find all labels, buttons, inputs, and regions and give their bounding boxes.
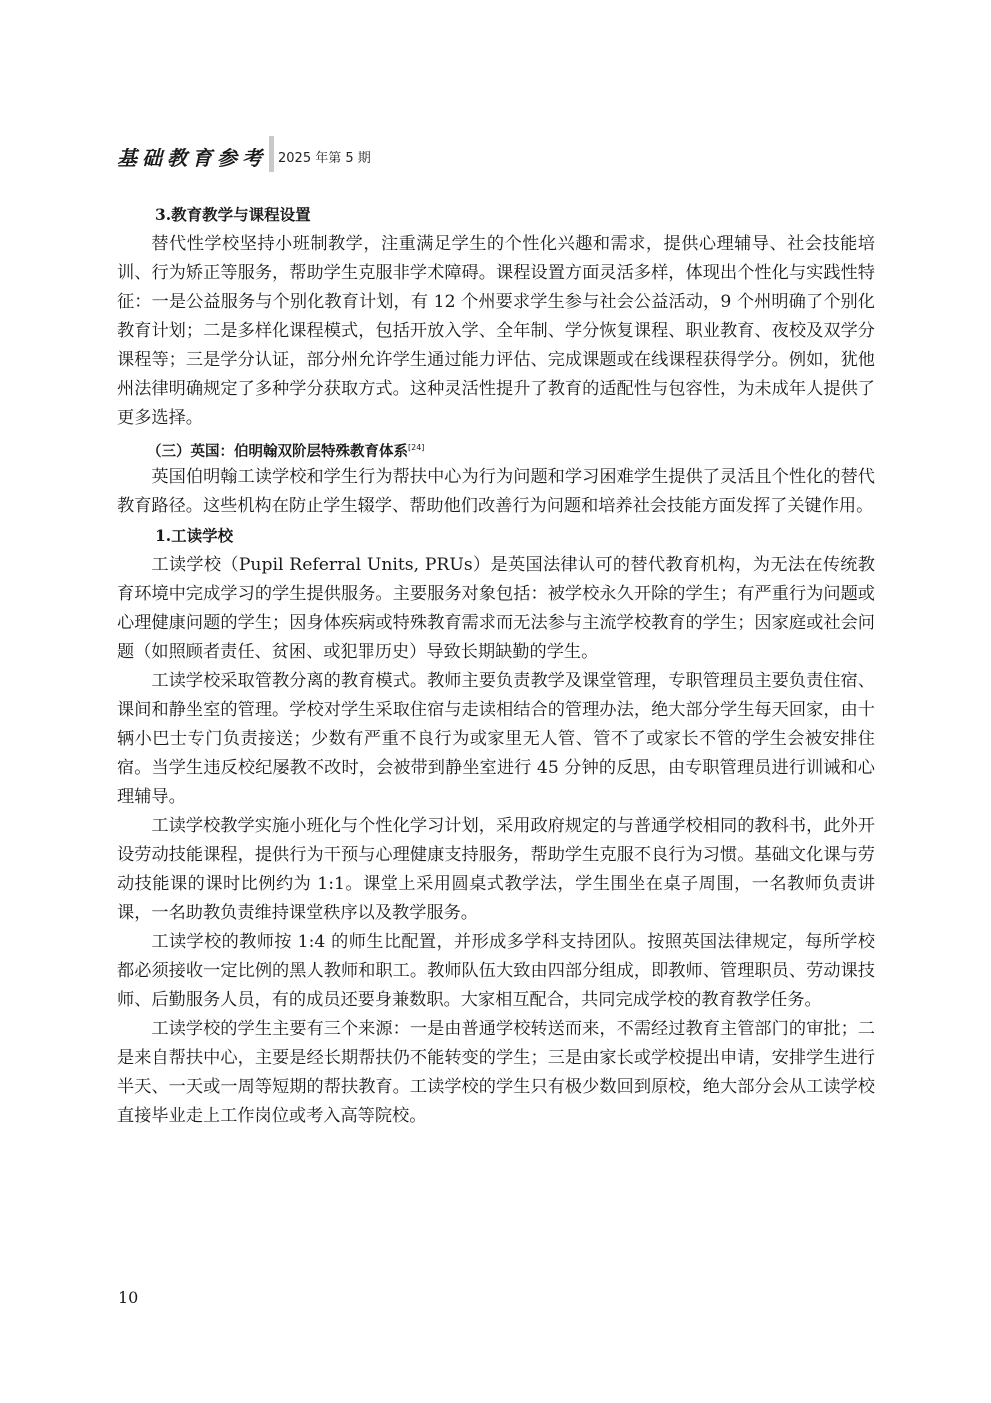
header-divider <box>269 136 274 172</box>
paragraph-pru-teaching: 工读学校教学实施小班化与个性化学习计划，采用政府规定的与普通学校相同的教科书，此外开设劳动技能课程，提供行为干预与心理健康支持服务，帮助学生克服不良行为习惯。基础文化课与劳动技能课的课时比例约为 1:1。课堂上采用圆桌式教学法，学生围坐在桌子周围，一名教师负责讲课，一名助教负责维持课堂秩序以及教学服务。 <box>117 816 875 923</box>
article-body <box>117 200 875 1131</box>
paragraph-pru-management: 工读学校采取管教分离的教育模式。教师主要负责教学及课堂管理，专职管理员主要负责住宿、课间和静坐室的管理。学校对学生采取住宿与走读相结合的管理办法，绝大部分学生每天回家，由十辆小巴士专门负责接送；少数有严重不良行为或家里无人管、管不了或家长不管的学生会被安排住宿。当学生违反校纪屡教不改时，会被带到静坐室进行 45 分钟的反思，由专职管理员进行训诫和心理辅导。 <box>117 671 875 807</box>
paragraph-uk-intro: 英国伯明翰工读学校和学生行为帮扶中心为行为问题和学习困难学生提供了灵活且个性化的替代教育路径。这些机构在防止学生辍学、帮助他们改善行为问题和培养社会技能方面发挥了关键作用。 <box>117 467 875 516</box>
journal-name: 基础教育参考 <box>117 146 267 170</box>
page-number: 10 <box>118 1288 139 1307</box>
paragraph-pru-students: 工读学校的学生主要有三个来源：一是由普通学校转送而来，不需经过教育主管部门的审批；二是来自帮扶中心，主要是经长期帮扶仍不能转变的学生；三是由家长或学校提出申请，安排学生进行半天、一天或一周等短期的帮扶教育。工读学校的学生只有极少数回到原校，绝大部分会从工读学校直接毕业走上工作岗位或考入高等院校。 <box>117 1019 875 1126</box>
paragraph-pru-definition: 工读学校（Pupil Referral Units, PRUs）是英国法律认可的替代教育机构，为无法在传统教育环境中完成学习的学生提供服务。主要服务对象包括：被学校永久开除的学生；有严重行为问题或心理健康问题的学生；因身体疾病或特殊教育需求而无法参与主流学校教育的学生；因家庭或社会问题（如照顾者责任、贫困、或犯罪历史）导致长期缺勤的学生。 <box>117 555 875 662</box>
citation-ref: [24] <box>408 443 425 452</box>
section-heading-uk-birmingham-text: （三）英国：伯明翰双阶层特殊教育体系 <box>147 444 408 460</box>
section-heading-uk-birmingham <box>117 433 875 463</box>
section-heading-teaching-curriculum: 3.教育教学与课程设置 <box>155 205 311 224</box>
section-heading-pru: 1.工读学校 <box>155 526 234 545</box>
paragraph-pru-staff: 工读学校的教师按 1:4 的师生比配置，并形成多学科支持团队。按照英国法律规定，每所学校都必须接收一定比例的黑人教师和职工。教师队伍大致由四部分组成，即教师、管理职员、劳动课技师、后勤服务人员，有的成员还要身兼数职。大家相互配合，共同完成学校的教育教学任务。 <box>117 932 875 1010</box>
paragraph-teaching-curriculum: 替代性学校坚持小班制教学，注重满足学生的个性化兴趣和需求，提供心理辅导、社会技能培训、行为矫正等服务，帮助学生克服非学术障碍。课程设置方面灵活多样，体现出个性化与实践性特征：一是公益服务与个别化教育计划，有 12 个州要求学生参与社会公益活动，9 个州明确了个别化教育计划；二是多样化课程模式，包括开放入学、全年制、学分恢复课程、职业教育、夜校及双学分课程等；三是学分认证，部分州允许学生通过能力评估、完成课题或在线课程获得学分。例如，犹他州法律明确规定了多种学分获取方式。这种灵活性提升了教育的适配性与包容性，为未成年人提供了更多选择。 <box>117 234 875 428</box>
running-header <box>117 134 371 172</box>
issue-label: 2025 年第 5 期 <box>278 151 371 166</box>
